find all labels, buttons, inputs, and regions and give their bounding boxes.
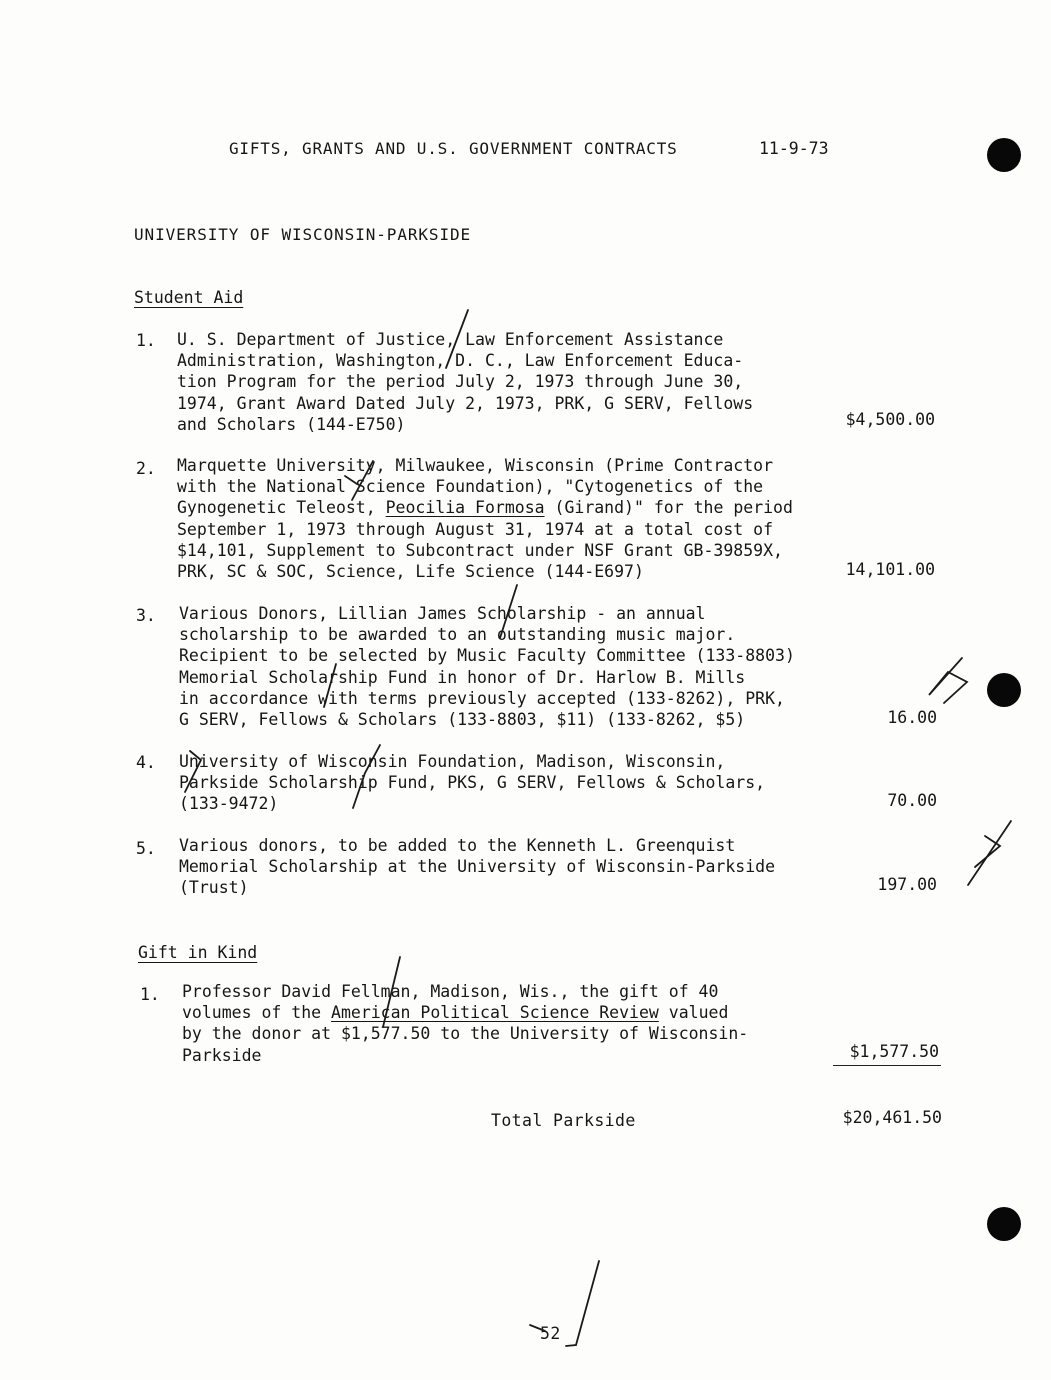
description-line: U. S. Department of Justice, Law Enforcement Assistance bbox=[177, 330, 724, 349]
total-label: Total Parkside bbox=[491, 1111, 636, 1130]
item-amount: 197.00 bbox=[877, 875, 937, 894]
document-date: 11-9-73 bbox=[759, 139, 829, 158]
document-title: GIFTS, GRANTS AND U.S. GOVERNMENT CONTRACTS bbox=[229, 139, 678, 158]
text-run: (Girand)" for the period bbox=[544, 498, 793, 518]
item-amount: 70.00 bbox=[887, 791, 937, 810]
description-line: September 1, 1973 through August 31, 1974 at a total cost of bbox=[177, 519, 774, 539]
description-line: tion Program for the period July 2, 1973 through June 30, bbox=[177, 372, 744, 392]
item-description bbox=[177, 329, 753, 435]
description-line: (133-9472) bbox=[179, 794, 279, 814]
description-line: Memorial Scholarship at the University of Wisconsin-Parkside bbox=[179, 857, 776, 877]
description-line: G SERV, Fellows & Scholars (133-8803, $11) (133-8262, $5) bbox=[179, 710, 746, 730]
total-amount: $20,461.50 bbox=[842, 1108, 942, 1127]
description-line: (Trust) bbox=[179, 878, 249, 898]
item-description bbox=[179, 835, 775, 899]
description-line: 1974, Grant Award Dated July 2, 1973, PRK, G SERV, Fellows bbox=[177, 393, 754, 413]
description-line: Parkside bbox=[182, 1045, 262, 1065]
check-mark bbox=[566, 1261, 599, 1346]
item-amount: 16.00 bbox=[887, 708, 937, 727]
punch-hole bbox=[987, 673, 1021, 707]
institution-heading: UNIVERSITY OF WISCONSIN-PARKSIDE bbox=[134, 225, 472, 244]
item-description bbox=[179, 751, 765, 815]
description-line: with the National Science Foundation), "Cytogenetics of the bbox=[177, 477, 764, 497]
description-line: Parkside Scholarship Fund, PKS, G SERV, Fellows & Scholars, bbox=[179, 773, 766, 793]
item-number: 3. bbox=[136, 606, 156, 625]
tally-mark bbox=[968, 821, 1011, 885]
tally-mark bbox=[975, 836, 1000, 867]
section-heading-student-aid: Student Aid bbox=[134, 288, 244, 307]
text-run: Gynogenetic Teleost, bbox=[177, 498, 386, 518]
description-line: Various Donors, Lillian James Scholarship - an annual bbox=[179, 604, 706, 623]
description-line: Professor David Fellman, Madison, Wis., the gift of 40 bbox=[182, 982, 719, 1001]
description-line: $14,101, Supplement to Subcontract under NSF Grant GB-39859X, bbox=[177, 540, 783, 560]
tally-mark bbox=[929, 658, 967, 703]
description-line: PRK, SC & SOC, Science, Life Science (144-E697) bbox=[177, 562, 644, 582]
description-line: and Scholars (144-E750) bbox=[177, 414, 406, 434]
item-amount: $4,500.00 bbox=[845, 410, 935, 429]
item-amount: $1,577.50 bbox=[849, 1042, 939, 1061]
description-line bbox=[182, 1002, 748, 1023]
description-line: University of Wisconsin Foundation, Madison, Wisconsin, bbox=[179, 752, 726, 771]
text-run: valued bbox=[658, 1003, 729, 1023]
description-line: Various donors, to be added to the Kenneth L. Greenquist bbox=[179, 836, 736, 855]
item-number: 5. bbox=[136, 839, 156, 858]
item-description bbox=[179, 603, 795, 730]
page-number: 52 bbox=[540, 1324, 561, 1343]
item-description bbox=[177, 455, 793, 582]
description-line: Administration, Washington, D. C., Law Enforcement Educa- bbox=[177, 351, 744, 371]
item-description bbox=[182, 981, 748, 1066]
item-number: 1. bbox=[140, 985, 160, 1004]
punch-hole bbox=[987, 138, 1021, 172]
item-number: 1. bbox=[136, 331, 156, 350]
description-line: in accordance with terms previously accepted (133-8262), PRK, bbox=[179, 688, 785, 708]
description-line: Marquette University, Milwaukee, Wisconsin (Prime Contractor bbox=[177, 456, 774, 475]
sum-underline bbox=[833, 1065, 941, 1066]
species-name: Peocilia Formosa bbox=[385, 498, 545, 518]
item-number: 4. bbox=[136, 753, 156, 772]
description-line bbox=[177, 497, 793, 518]
journal-title: American Political Science Review bbox=[331, 1003, 659, 1023]
description-line: Recipient to be selected by Music Faculty Committee (133-8803) bbox=[179, 646, 795, 666]
section-heading-gift-in-kind: Gift in Kind bbox=[138, 943, 258, 962]
punch-hole bbox=[987, 1207, 1021, 1241]
item-amount: 14,101.00 bbox=[845, 560, 935, 579]
description-line: by the donor at $1,577.50 to the University of Wisconsin- bbox=[182, 1024, 749, 1044]
text-run: volumes of the bbox=[182, 1003, 332, 1023]
description-line: Memorial Scholarship Fund in honor of Dr. Harlow B. Mills bbox=[179, 667, 746, 687]
description-line: scholarship to be awarded to an outstanding music major. bbox=[179, 625, 736, 645]
item-number: 2. bbox=[136, 459, 156, 478]
